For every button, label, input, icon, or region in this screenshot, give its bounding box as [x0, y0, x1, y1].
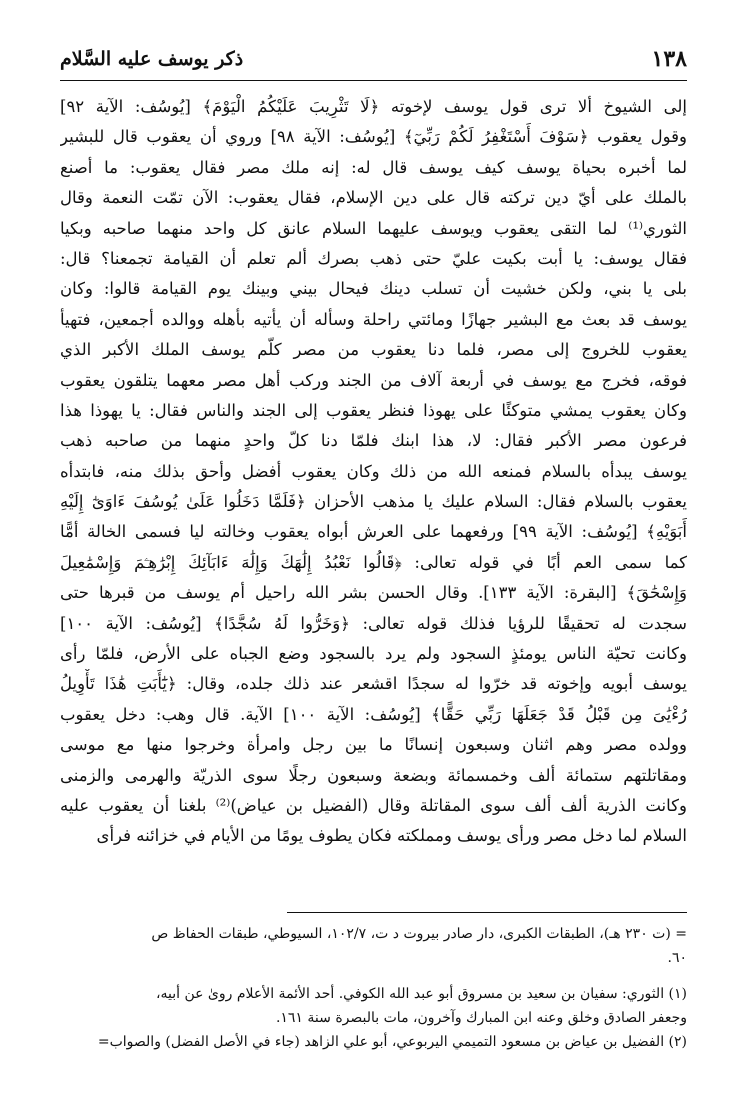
- footnote-rule: [287, 912, 687, 913]
- footnote-gap: [60, 970, 687, 982]
- footnote-continuation-line: ٦٠.: [667, 950, 687, 966]
- footnote-2-line: (٢) الفضيل بن عياض بن مسعود التميمي اليربوعي، أبو علي الزاهد (جاء في الأصل الفضل) والصواب=: [97, 1034, 687, 1050]
- header-rule: [60, 80, 687, 81]
- body-line: يوسف يبدأه بالسلام فمنعه الله من ذلك وكان يعقوب أفضل وأحق بذلك منه، فابتدأه: [60, 461, 687, 481]
- body-line: الثوري⁽¹⁾ لما التقى يعقوب ويوسف عليهما السلام عانق كل واحد منهما صاحبه وبكيا: [60, 218, 687, 238]
- body-line: وكان يعقوب يمشي متوكئًا على يهوذا فنظر يعقوب إلى الجند والناس فقال: يا يهوذا هذا: [60, 400, 687, 420]
- body-line: فرعون مصر الأكبر فقال: لا، هذا ابنك فلمّا دنا كلّ واحدٍ منهما من صاحبه ذهب: [60, 431, 687, 451]
- body-line: يعقوب للخروج إلى مصر، فلما دنا يعقوب من مصر كلّم يوسف الملك الأكبر الذي: [60, 340, 687, 360]
- body-line: وولده مصر وهم اثنان وسبعون إنسانًا ما بين رجل وامرأة وخرجوا منها مع موسى: [60, 735, 687, 755]
- body-line: أَبَوَيْهِ﴾ [يُوسُف: الآية ٩٩] ورفعهما على العرش أبواه يعقوب وخالته ليا فسمى الخالة أمًّا: [60, 522, 687, 542]
- page-number: ١٣٨: [651, 46, 687, 72]
- body-line: كما سمى العم أبًا في قوله تعالى: ﴿قَالُوا نَعْبُدُ إِلَٰهَكَ وَإِلَٰهَ ءَابَآئِكَ إِبْرَٰهِـۧمَ وَإِسْمَٰعِيلَ: [60, 552, 687, 572]
- body-line: وكانت الذرية ألف ألف سوى المقاتلة وقال (الفضيل بن عياض)⁽²⁾ بلغنا أن يعقوب عليه: [60, 795, 687, 815]
- body-line: السلام لما دخل مصر ورأى يوسف ومملكته فكان يطوف يومًا من الأيام في خزائنه فرأى: [96, 826, 687, 846]
- running-title: ذكر يوسف عليه السَّلام: [60, 48, 244, 70]
- footnote-1-line: (١) الثوري: سفيان بن سعيد بن مسروق أبو عبد الله الكوفي. أحد الأئمة الأعلام روىٰ عن أبيه،: [155, 986, 687, 1002]
- body-line: يوسف قد بعث مع البشير جهازًا ومائتي راحلة وسأله أن يأتيه بأهله ووالده أجمعين، فتهيأ: [60, 309, 687, 329]
- body-line: إلى الشيوخ ألا ترى قول يوسف لإخوته ﴿لَا تَثْرِيبَ عَلَيْكُمُ الْيَوْمَ﴾ [يُوسُف: الآية ٩٢]: [60, 97, 687, 116]
- body-line: فقال يوسف: يا أبت بكيت عليّ حتى ذهب بصرك ألم تعلم أن القيامة تجمعنا؟ قال:: [60, 248, 687, 268]
- body-line: وقول يعقوب ﴿سَوْفَ أَسْتَغْفِرُ لَكُمْ رَبِّيٓ﴾ [يُوسُف: الآية ٩٨] وروي أن يعقوب قال للبشير: [60, 127, 687, 147]
- body-line: لما أخبره بحياة يوسف كيف يوسف قال له: إنه ملك مصر فقال يعقوب: ما أصنع: [60, 157, 687, 177]
- page-header: [60, 42, 687, 78]
- body-text: [60, 92, 687, 852]
- body-line: وَإِسْحَٰقَ﴾ [البقرة: الآية ١٣٣]. وقال الحسن بشر الله راحيل أم يوسف من قبرها حتى: [60, 583, 687, 603]
- footnote-continuation-line: = (ت ٢٣٠ هـ)، الطبقات الكبرى، دار صادر بيروت د ت، ١٠٢/٧، السيوطي، طبقات الحفاظ ص: [151, 926, 687, 942]
- body-line: ومقاتلتهم ستمائة ألف وخمسمائة وبضعة وسبعون رجلًا سوى الذريّة والهرمى والزمنى: [60, 765, 687, 785]
- body-line: يوسف أبويه وإخوته قد خرّوا له سجدًا اقشعر عند ذلك جلده، وقال: ﴿يَٰٓأَبَتِ هَٰذَا تَأْوِيلُ: [60, 674, 687, 694]
- body-line: يعقوب بالسلام فقال: السلام عليك يا مذهب الأحزان ﴿فَلَمَّا دَخَلُوا عَلَىٰ يُوسُفَ ءَاوَىٰٓ إِلَيْهِ: [60, 492, 687, 512]
- body-line: وكانت تحيّة الناس يومئذٍ السجود ولم يرد بالسجود وضع الجباه على الأرض، فلمّا رأى: [60, 644, 687, 664]
- body-line: بلى يا بني، ولكن خشيت أن تسلب دينك فيحال بيني وبينك يوم القيامة قالوا: وكان: [60, 279, 687, 299]
- body-line: بالملك على أيّ دين تركته قال على دين الإسلام، فقال يعقوب: الآن تمّت النعمة وقال: [60, 188, 687, 208]
- body-line: سجدت له تحقيقًا للرؤيا فذلك قوله تعالى: ﴿وَخَرُّوا لَهُ سُجَّدًا﴾ [يُوسُف: الآية ١٠٠]: [60, 613, 687, 633]
- body-line: رُءْيَٰىَ مِن قَبْلُ قَدْ جَعَلَهَا رَبِّي حَقًّا﴾ [يُوسُف: الآية ١٠٠] الآية. قال وهب: دخل يعقوب: [60, 704, 687, 724]
- footnotes: [60, 922, 687, 1054]
- footnote-1-line: وجعفر الصادق وخلق وعنه ابن المبارك وآخرون، مات بالبصرة سنة ١٦١.: [275, 1010, 687, 1026]
- body-line: فوقه، فخرج مع يوسف في أربعة آلاف من الجند وركب أهل مصر معهما يتلقون يعقوب: [60, 370, 687, 390]
